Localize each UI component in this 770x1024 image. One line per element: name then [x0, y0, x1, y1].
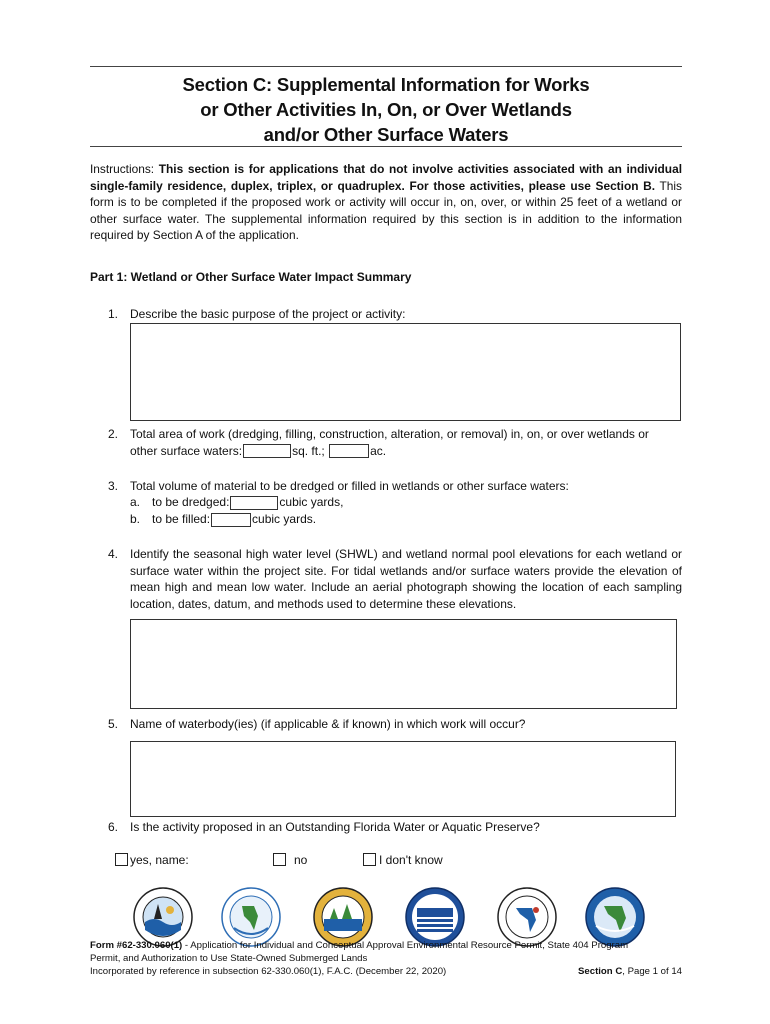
instructions — [90, 161, 682, 244]
dont-know-label: I don't know — [379, 853, 443, 867]
q3-b-unit: cubic yards. — [252, 512, 317, 526]
page-title — [90, 72, 682, 147]
footer-line1 — [90, 939, 682, 952]
footer-line3: Incorporated by reference in subsection 62-330.060(1), F.A.C. (December 22, 2020) — [90, 966, 447, 977]
q6-number: 6. — [108, 820, 119, 834]
acres-unit: ac. — [370, 443, 387, 458]
q3-number: 3. — [108, 479, 119, 493]
q3-b-label: b. — [130, 512, 141, 526]
q6-text: Is the activity proposed in an Outstanding Florida Water or Aquatic Preserve? — [130, 820, 540, 834]
q3-a-unit: cubic yards, — [279, 495, 344, 509]
footer-line1-rest: - Application for Individual and Conceptual Approval Environmental Resource Permit, State 404 Program — [182, 940, 629, 951]
form-number: Form #62-330.060(1) — [90, 940, 183, 951]
title-line-1: Section C: Supplemental Information for Works — [182, 74, 590, 95]
no-label: no — [294, 853, 308, 867]
q5-number: 5. — [108, 717, 119, 731]
q3-a-text: to be dredged: — [152, 495, 230, 509]
q3-b-row — [152, 511, 316, 528]
q5-text: Name of waterbody(ies) (if applicable & if known) in which work will occur? — [130, 717, 526, 731]
q3-b-text: to be filled: — [152, 512, 211, 526]
q2-prefix: other surface waters: — [130, 443, 243, 458]
q2-text — [130, 426, 682, 459]
q3-text: Total volume of material to be dredged or filled in wetlands or other surface waters: — [130, 479, 569, 493]
dont-know-checkbox[interactable] — [363, 853, 376, 866]
page-count: , Page 1 of 14 — [622, 966, 682, 977]
sqft-unit: sq. ft.; — [292, 443, 325, 458]
instructions-lead: Instructions: — [90, 162, 159, 176]
title-bottom-rule — [90, 146, 682, 147]
title-line-3: and/or Other Surface Waters — [263, 124, 509, 145]
title-line-2: or Other Activities In, On, or Over Wetlands — [200, 99, 572, 120]
no-checkbox[interactable] — [273, 853, 286, 866]
filled-volume-input[interactable] — [211, 513, 251, 527]
q2-text-line2 — [130, 443, 682, 460]
q3-a-row — [152, 494, 343, 511]
q1-text: Describe the basic purpose of the project or activity: — [130, 307, 406, 321]
acres-input[interactable] — [329, 444, 369, 458]
instructions-rest: This form is to be completed if the proposed work or activity will occur in, on, over, or within 25 feet of a wetland or other surface water. The supplemental information required by this section is in addition to the information required by Section A of the application. — [90, 178, 682, 242]
q3-a-label: a. — [130, 495, 141, 509]
dredged-volume-input[interactable] — [230, 496, 278, 510]
sqft-input[interactable] — [243, 444, 291, 458]
q4-number: 4. — [108, 547, 119, 561]
top-rule — [90, 66, 682, 67]
q2-text-line1: Total area of work (dredging, filling, construction, alteration, or removal) in, on, or over wetlands or — [130, 427, 649, 441]
q5-answer-box[interactable] — [130, 741, 676, 817]
q2-number: 2. — [108, 427, 119, 441]
page-number — [578, 966, 682, 977]
yes-label: yes, name: — [130, 853, 189, 867]
part1-heading: Part 1: Wetland or Other Surface Water Impact Summary — [90, 270, 412, 284]
q1-answer-box[interactable] — [130, 323, 681, 421]
section-label: Section C — [578, 966, 623, 977]
q1-number: 1. — [108, 307, 119, 321]
instructions-bold: This section is for applications that do not involve activities associated with an individual single-family residence, duplex, triplex, or quadruplex. For those activities, please use Section B. — [90, 162, 682, 193]
yes-checkbox[interactable] — [115, 853, 128, 866]
footer-line2: Permit, and Authorization to Use State-Owned Submerged Lands — [90, 953, 368, 964]
q4-text: Identify the seasonal high water level (SHWL) and wetland normal pool elevations for each wetland or surface water within the project site. For tidal wetlands and/or surface waters provide the elevation of mean high and mean low water. Include an aerial photograph showing the location of each sampling location, dates, datum, and methods used to determine these elevations. — [130, 547, 682, 611]
q4-answer-box[interactable] — [130, 619, 677, 709]
